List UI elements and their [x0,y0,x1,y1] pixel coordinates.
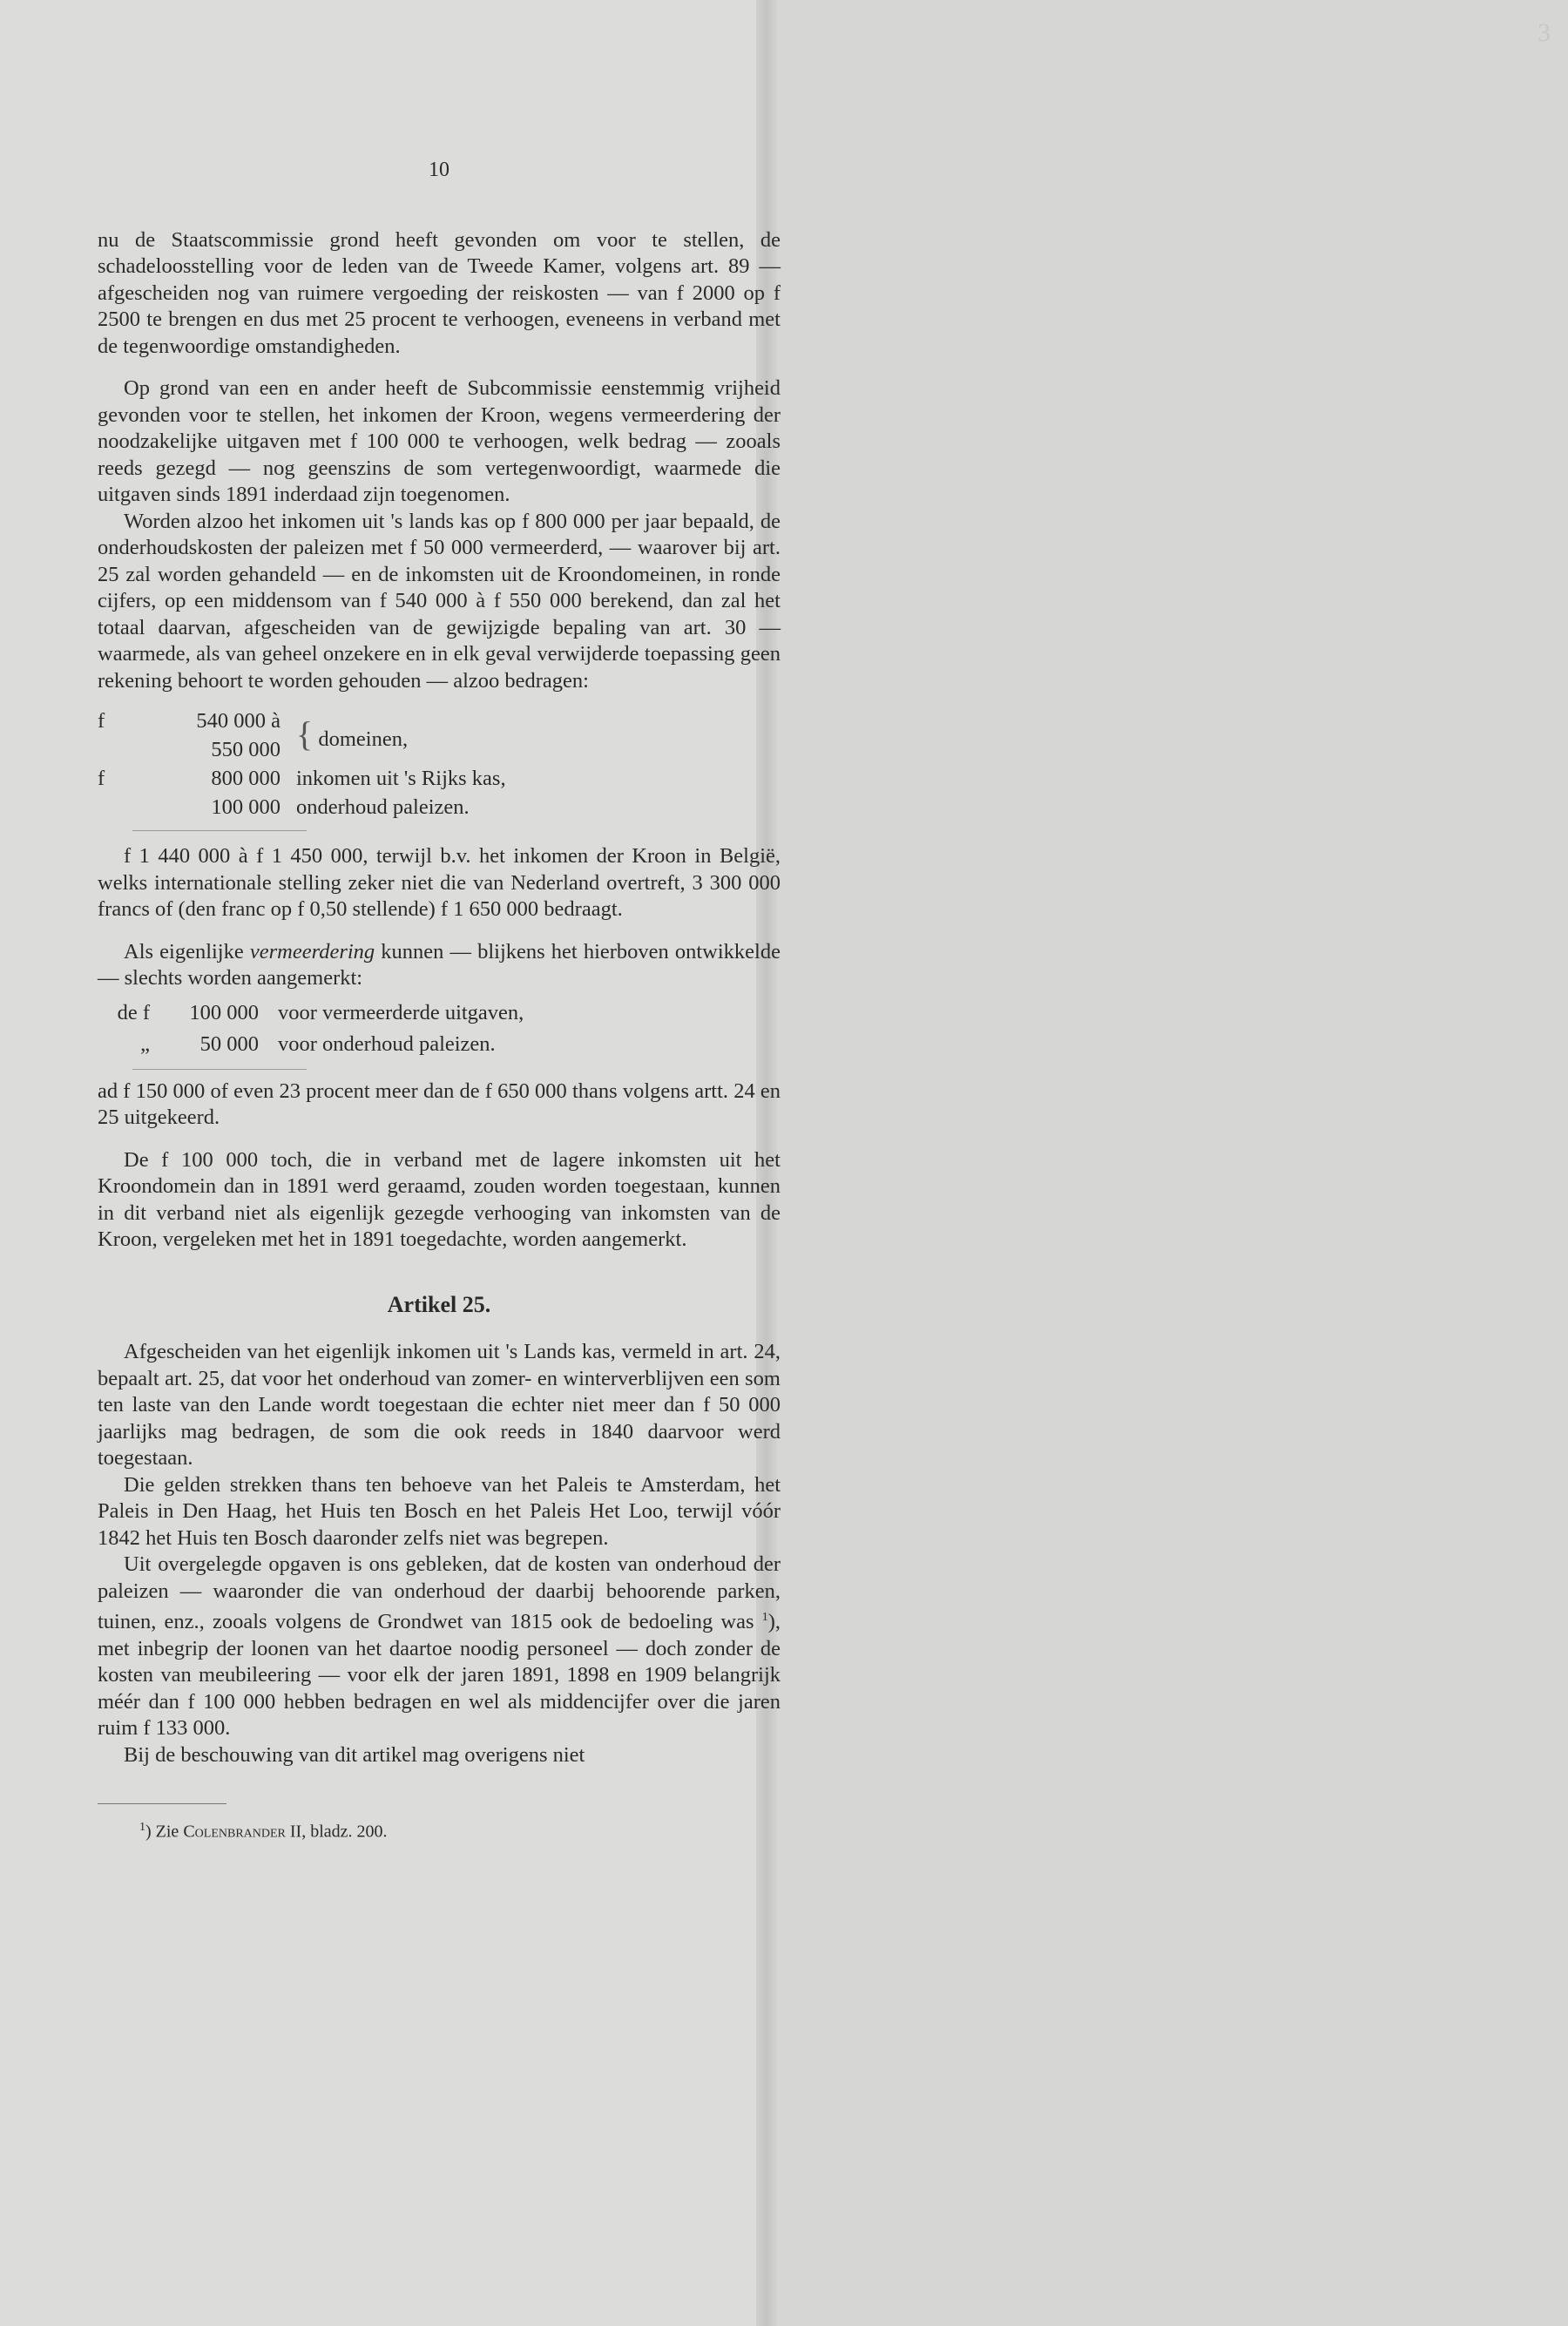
table-row [98,764,506,793]
paragraph-1: nu de Staatscommissie grond heeft gevonden om voor te stellen, de schadeloosstelling voor de leden van de Tweede Kamer, volgens art. 89 — afgescheiden nog van ruimere vergoeding der reiskosten — van f 2000 op f 2500 te brengen en dus met 25 procent te verhoogen, eveneens in verband met de tegenwoordige omstandigheden. [98,227,781,358]
paragraph-10: Uit overgelegde opgaven is ons gebleken, dat de kosten van onderhoud der paleizen — waaronder die van onderhoud der daarbij behoorende parken, tuinen, enz., zooals volgens de Grondwet van 1815 ook de bedoeling was $^1$), met inbegrip der loonen van het daartoe noodig personeel — doch zonder de kosten van meubileering — voor elk der jaren 1891, 1898 en 1909 belangrijk méér dan f 100 000 hebben bedragen en wel als middencijfer over die jaren ruim f 133 000. [98,1552,781,1741]
row-label: inkomen uit 's Rijks kas, [296,767,506,790]
increase-table [98,997,524,1060]
row-label: onderhoud paleizen. [296,795,470,819]
table-row [98,793,506,822]
table-row [98,707,506,735]
brace-label: { domeinen, [296,714,409,754]
sum-rule [132,1069,307,1070]
paragraph-9: Die gelden strekken thans ten behoeve van het Paleis te Amsterdam, het Paleis in Den Haag, het Huis ten Bosch en het Paleis Het Loo, terwijl vóór 1842 het Huis ten Bosch daaronder zelfs niet was begrepen. [98,1472,781,1550]
page-number: 10 [429,159,449,181]
paragraph-6: ad f 150 000 of even 23 procent meer dan de f 650 000 thans volgens artt. 24 en 25 uitgekeerd. [98,1078,781,1129]
income-table [98,707,506,822]
row-label: voor onderhoud paleizen. [278,1031,496,1056]
paragraph-5: Als eigenlijke vermeerdering kunnen — blijkens het hierboven ontwikkelde — slechts worden aangemerkt: [98,939,781,990]
section-title: Artikel 25. [387,1291,491,1317]
text-column [98,157,781,1843]
amount: 800 000 [211,767,280,790]
paragraph-4: f 1 440 000 à f 1 450 000, terwijl b.v. het inkomen der Kroon in België, welks internationale stelling zeker niet die van Nederland overtreft, 3 300 000 francs of (den franc op f 0,50 stellende) f 1 650 000 bedraagt. [98,844,781,921]
paragraph-8: Afgescheiden van het eigenlijk inkomen uit 's Lands kas, vermeld in art. 24, bepaalt art. 25, dat voor het onderhoud van zomer- en winterverblijven een som ten laste van den Lande wordt toegestaan die echter niet meer dan f 50 000 jaarlijks mag bedragen, de som die ook reeds in 1840 daarvoor werd toegestaan. [98,1340,781,1470]
right-page [767,0,1568,2326]
table-row: „ 50 000 voor onderhoud paleizen. [98,1029,524,1060]
amount: 50 000 [199,1031,259,1056]
paragraph-3: Worden alzoo het inkomen uit 's lands kas op f 800 000 per jaar bepaald, de onderhoudskosten der paleizen met f 50 000 vermeerderd, — waarover bij art. 25 zal worden gehandeld — en de inkomsten uit de Kroondomeinen, in ronde cijfers, op een middensom van f 540 000 à f 550 000 berekend, dan zal het totaal daarvan, afgescheiden van de gewijzigde bepaling van art. 30 — waarmede, als van geheel onzekere en in elk geval verwijderde toepassing geen rekening behoort te worden gehouden — alzoo bedragen: [98,509,781,693]
footnote: $^1$) Zie Colenbrander II, bladz. 200. [139,1821,388,1842]
paragraph-2: Op grond van een en ander heeft de Subcommissie eenstemmig vrijheid gevonden voor te stellen, het inkomen der Kroon, wegens vermeerdering der noodzakelijke uitgaven met f 100 000 te verhoogen, welk bedrag — zooals reeds gezegd — nog geenszins de som vertegenwoordigt, waarmede die uitgaven sinds 1891 inderdaad zijn toegenomen. [98,376,781,506]
row-label: voor vermeerderde uitgaven, [278,1000,524,1024]
amount: 100 000 [189,1000,259,1024]
sum-rule [132,830,307,831]
corner-mark: 3 [1538,18,1551,47]
footnote-divider [98,1803,226,1804]
amount: 540 000 à [196,709,280,733]
paragraph-11: Bij de beschouwing van dit artikel mag overigens niet [124,1742,585,1767]
paragraph-7: De f 100 000 toch, die in verband met de lagere inkomsten uit het Kroondomein dan in 1891 werd geraamd, zouden worden toegestaan, kunnen in dit verband niet als eigenlijk gezegde verhooging van inkomsten van de Kroon, vergeleken met het in 1891 toegedachte, worden aangemerkt. [98,1147,781,1251]
currency-symbol: f [98,709,105,733]
amount: 100 000 [211,795,280,819]
table-row: de f 100 000 voor vermeerderde uitgaven, [98,997,524,1029]
currency-symbol: f [98,767,105,790]
amount: 550 000 [211,738,280,761]
